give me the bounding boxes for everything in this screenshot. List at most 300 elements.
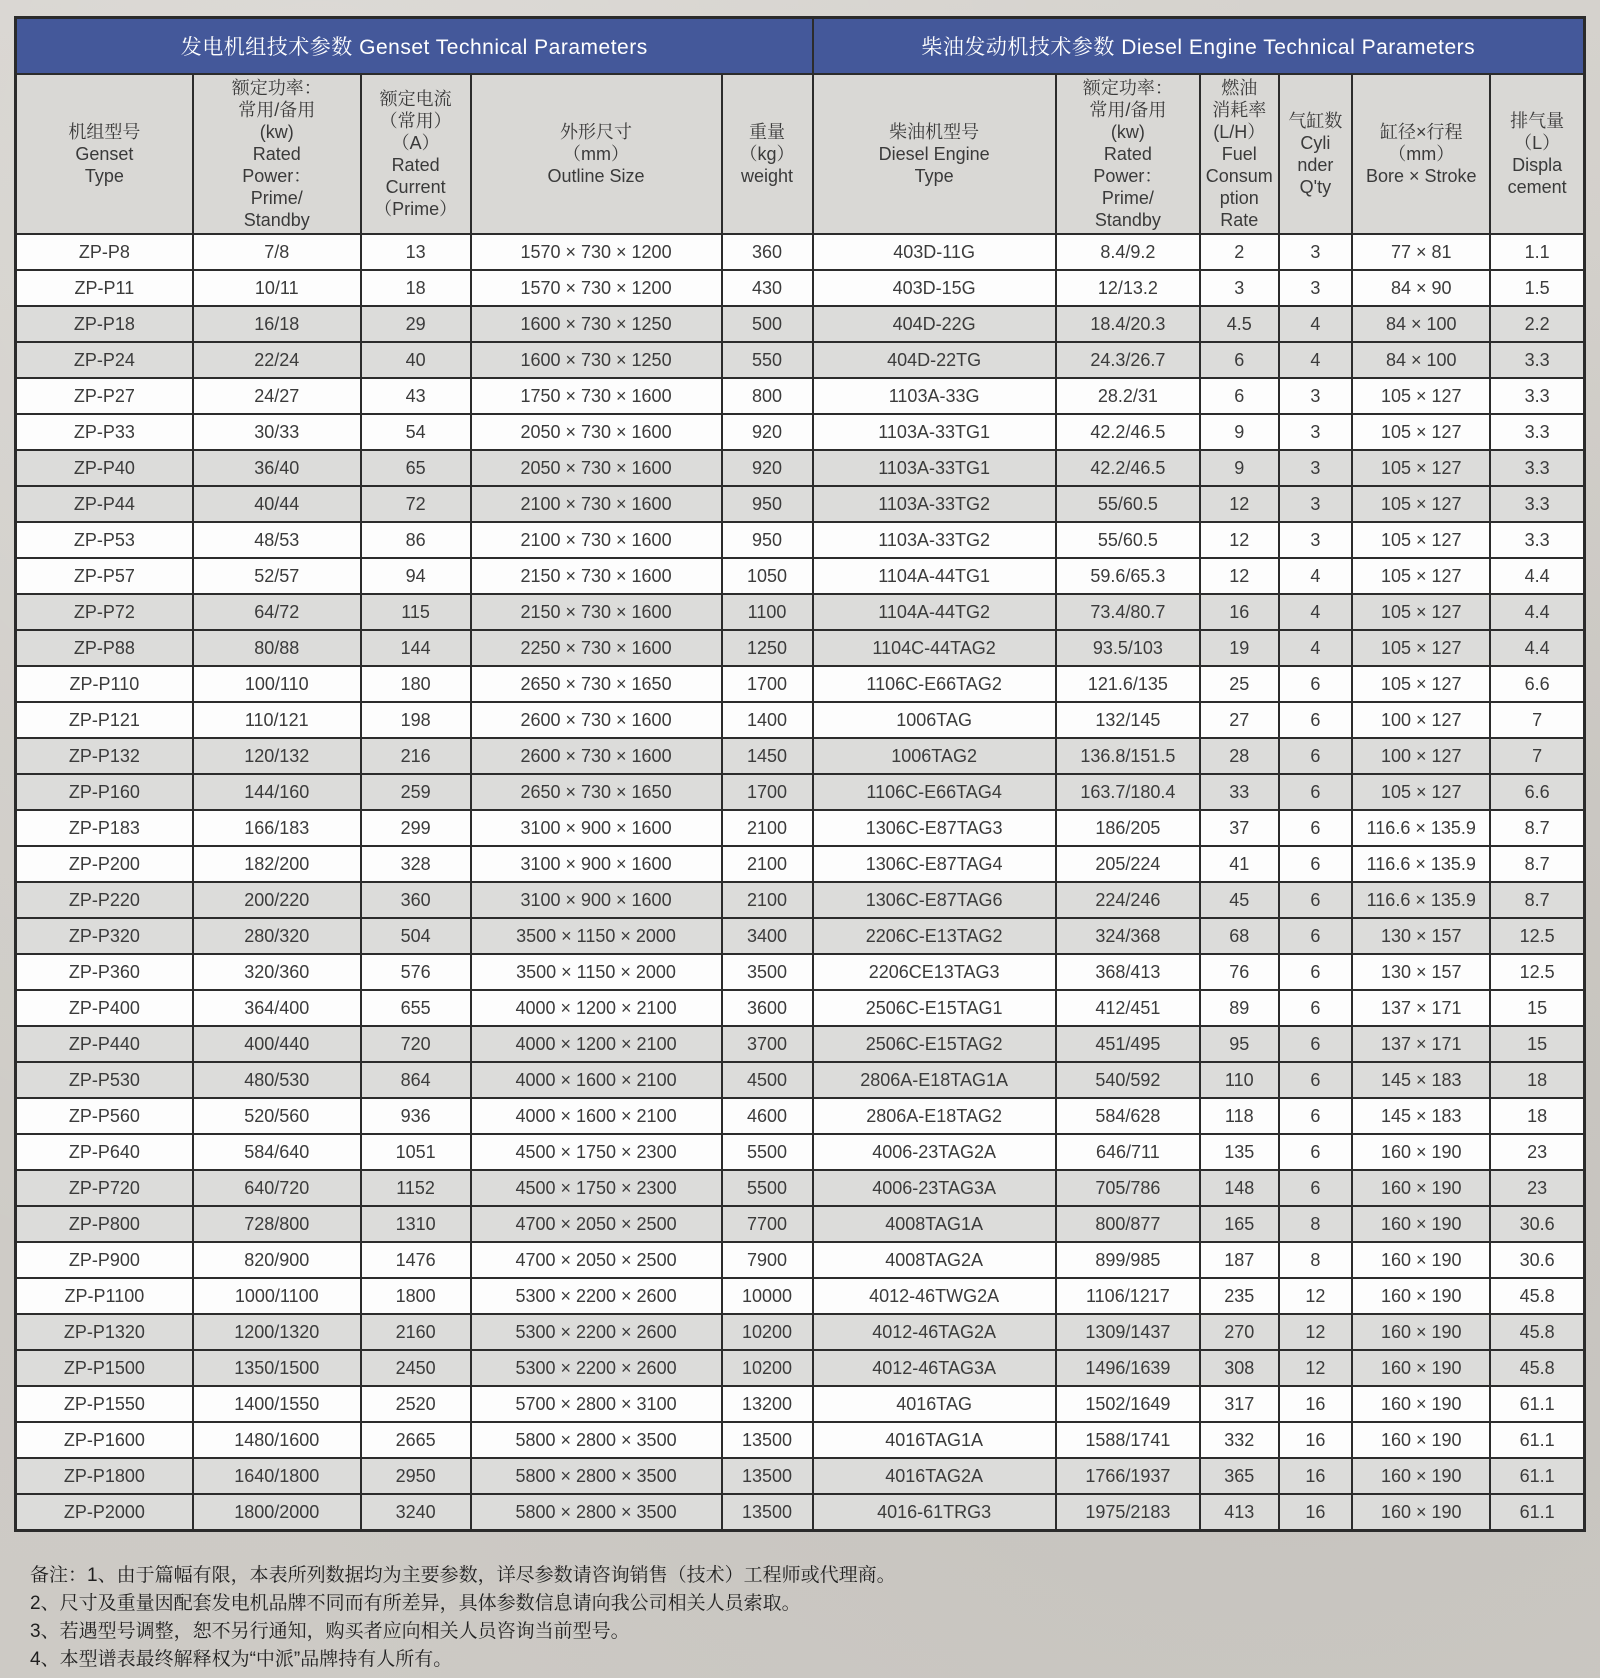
table-row	[16, 702, 1585, 738]
bore-stroke-cell: 160 × 190	[1352, 1458, 1490, 1494]
table-row	[16, 1314, 1585, 1350]
rated-current-cell: 29	[361, 306, 471, 342]
genset-type-cell: ZP-P132	[16, 738, 193, 774]
genset-rated-power-cell: 364/400	[193, 990, 361, 1026]
genset-type-cell: ZP-P1800	[16, 1458, 193, 1494]
column-header-genset-type	[16, 74, 193, 234]
group-header-row	[16, 18, 1585, 75]
engine-rated-power-cell: 121.6/135	[1056, 666, 1200, 702]
outline-size-cell: 3500 × 1150 × 2000	[471, 918, 722, 954]
column-header-line: 外形尺寸	[560, 122, 633, 142]
genset-type-cell: ZP-P121	[16, 702, 193, 738]
diesel-engine-type-cell: 1103A-33TG2	[813, 486, 1056, 522]
column-header-line: Power：	[1093, 166, 1163, 186]
bore-stroke-cell: 116.6 × 135.9	[1352, 810, 1490, 846]
note-line: 4、本型谱表最终解释权为“中派”品牌持有人所有。	[30, 1649, 453, 1670]
outline-size-cell: 2600 × 730 × 1600	[471, 702, 722, 738]
engine-rated-power-cell: 540/592	[1056, 1062, 1200, 1098]
engine-rated-power-cell: 1496/1639	[1056, 1350, 1200, 1386]
bore-stroke-cell: 77 × 81	[1352, 234, 1490, 270]
weight-cell: 13500	[722, 1422, 813, 1458]
rated-current-cell: 54	[361, 414, 471, 450]
genset-type-cell: ZP-P200	[16, 846, 193, 882]
table-row	[16, 918, 1585, 954]
fuel-consumption-cell: 270	[1200, 1314, 1278, 1350]
column-header-line: 消耗率	[1212, 100, 1267, 120]
fuel-consumption-cell: 110	[1200, 1062, 1278, 1098]
weight-cell: 2100	[722, 810, 813, 846]
fuel-consumption-cell: 45	[1200, 882, 1278, 918]
engine-rated-power-cell: 1588/1741	[1056, 1422, 1200, 1458]
outline-size-cell: 1600 × 730 × 1250	[471, 342, 722, 378]
genset-rated-power-cell: 400/440	[193, 1026, 361, 1062]
column-header-line: cement	[1507, 177, 1567, 197]
weight-cell: 1400	[722, 702, 813, 738]
table-row	[16, 666, 1585, 702]
column-header-line: weight	[741, 166, 794, 186]
displacement-cell: 61.1	[1490, 1386, 1584, 1422]
outline-size-cell: 2650 × 730 × 1650	[471, 666, 722, 702]
column-header-line: Standby	[243, 210, 310, 230]
fuel-consumption-cell: 19	[1200, 630, 1278, 666]
displacement-cell: 3.3	[1490, 414, 1584, 450]
cylinder-qty-cell: 6	[1279, 1134, 1353, 1170]
genset-rated-power-cell: 1800/2000	[193, 1494, 361, 1531]
notes	[30, 1562, 1586, 1674]
weight-cell: 950	[722, 522, 813, 558]
bore-stroke-cell: 84 × 90	[1352, 270, 1490, 306]
displacement-cell: 12.5	[1490, 954, 1584, 990]
bore-stroke-cell: 105 × 127	[1352, 486, 1490, 522]
weight-cell: 7900	[722, 1242, 813, 1278]
bore-stroke-cell: 105 × 127	[1352, 378, 1490, 414]
rated-current-cell: 328	[361, 846, 471, 882]
fuel-consumption-cell: 2	[1200, 234, 1278, 270]
column-header-line: Rated	[252, 144, 301, 164]
cylinder-qty-cell: 3	[1279, 234, 1353, 270]
outline-size-cell: 4000 × 1600 × 2100	[471, 1098, 722, 1134]
genset-rated-power-cell: 48/53	[193, 522, 361, 558]
diesel-engine-type-cell: 1006TAG	[813, 702, 1056, 738]
fuel-consumption-cell: 12	[1200, 558, 1278, 594]
column-header-line: Diesel Engine	[878, 144, 990, 164]
column-header-bore-stroke	[1352, 74, 1490, 234]
note-line: 2、尺寸及重量因配套发电机品牌不同而有所差异，具体参数信息请向我公司相关人员索取。	[30, 1593, 801, 1614]
genset-type-cell: ZP-P40	[16, 450, 193, 486]
column-header-line: (kw)	[259, 122, 294, 142]
genset-rated-power-cell: 10/11	[193, 270, 361, 306]
column-header-line: （常用）	[379, 111, 452, 131]
displacement-cell: 30.6	[1490, 1242, 1584, 1278]
column-header-cylinder-qty	[1279, 74, 1353, 234]
engine-rated-power-cell: 1106/1217	[1056, 1278, 1200, 1314]
cylinder-qty-cell: 12	[1279, 1314, 1353, 1350]
fuel-consumption-cell: 16	[1200, 594, 1278, 630]
cylinder-qty-cell: 3	[1279, 486, 1353, 522]
column-header-line: Type	[914, 166, 954, 186]
displacement-cell: 45.8	[1490, 1314, 1584, 1350]
fuel-consumption-cell: 25	[1200, 666, 1278, 702]
rated-current-cell: 198	[361, 702, 471, 738]
column-header-line: Bore × Stroke	[1365, 166, 1477, 186]
outline-size-cell: 2150 × 730 × 1600	[471, 594, 722, 630]
rated-current-cell: 18	[361, 270, 471, 306]
rated-current-cell: 1152	[361, 1170, 471, 1206]
outline-size-cell: 2050 × 730 × 1600	[471, 450, 722, 486]
rated-current-cell: 2160	[361, 1314, 471, 1350]
genset-rated-power-cell: 280/320	[193, 918, 361, 954]
weight-cell: 5500	[722, 1170, 813, 1206]
diesel-engine-type-cell: 4008TAG1A	[813, 1206, 1056, 1242]
rated-current-cell: 2450	[361, 1350, 471, 1386]
genset-type-cell: ZP-P800	[16, 1206, 193, 1242]
outline-size-cell: 1570 × 730 × 1200	[471, 270, 722, 306]
column-header-line: 柴油机型号	[889, 122, 980, 142]
displacement-cell: 4.4	[1490, 594, 1584, 630]
fuel-consumption-cell: 12	[1200, 486, 1278, 522]
rated-current-cell: 180	[361, 666, 471, 702]
column-header-line: Outline Size	[547, 166, 645, 186]
outline-size-cell: 1600 × 730 × 1250	[471, 306, 722, 342]
fuel-consumption-cell: 118	[1200, 1098, 1278, 1134]
weight-cell: 1250	[722, 630, 813, 666]
outline-size-cell: 2250 × 730 × 1600	[471, 630, 722, 666]
table-row	[16, 1458, 1585, 1494]
weight-cell: 5500	[722, 1134, 813, 1170]
bore-stroke-cell: 105 × 127	[1352, 522, 1490, 558]
engine-rated-power-cell: 55/60.5	[1056, 522, 1200, 558]
table-row	[16, 1170, 1585, 1206]
engine-rated-power-cell: 42.2/46.5	[1056, 414, 1200, 450]
outline-size-cell: 5800 × 2800 × 3500	[471, 1458, 722, 1494]
genset-type-cell: ZP-P44	[16, 486, 193, 522]
table-row	[16, 774, 1585, 810]
diesel-engine-type-cell: 1106C-E66TAG2	[813, 666, 1056, 702]
genset-type-cell: ZP-P530	[16, 1062, 193, 1098]
diesel-engine-type-cell: 2506C-E15TAG2	[813, 1026, 1056, 1062]
bore-stroke-cell: 160 × 190	[1352, 1170, 1490, 1206]
weight-cell: 950	[722, 486, 813, 522]
rated-current-cell: 259	[361, 774, 471, 810]
weight-cell: 500	[722, 306, 813, 342]
genset-rated-power-cell: 520/560	[193, 1098, 361, 1134]
engine-rated-power-cell: 132/145	[1056, 702, 1200, 738]
genset-type-cell: ZP-P72	[16, 594, 193, 630]
cylinder-qty-cell: 4	[1279, 306, 1353, 342]
cylinder-qty-cell: 16	[1279, 1422, 1353, 1458]
displacement-cell: 8.7	[1490, 810, 1584, 846]
genset-type-cell: ZP-P220	[16, 882, 193, 918]
bore-stroke-cell: 116.6 × 135.9	[1352, 846, 1490, 882]
rated-current-cell: 1051	[361, 1134, 471, 1170]
outline-size-cell: 4500 × 1750 × 2300	[471, 1134, 722, 1170]
bore-stroke-cell: 160 × 190	[1352, 1494, 1490, 1531]
engine-rated-power-cell: 12/13.2	[1056, 270, 1200, 306]
column-header-genset-rated-power	[193, 74, 361, 234]
column-header-line: Consum	[1205, 166, 1273, 186]
diesel-engine-type-cell: 404D-22TG	[813, 342, 1056, 378]
table-row	[16, 558, 1585, 594]
bore-stroke-cell: 160 × 190	[1352, 1350, 1490, 1386]
outline-size-cell: 4700 × 2050 × 2500	[471, 1242, 722, 1278]
bore-stroke-cell: 145 × 183	[1352, 1062, 1490, 1098]
table-row	[16, 1026, 1585, 1062]
genset-rated-power-cell: 30/33	[193, 414, 361, 450]
genset-rated-power-cell: 166/183	[193, 810, 361, 846]
outline-size-cell: 4000 × 1200 × 2100	[471, 1026, 722, 1062]
engine-rated-power-cell: 163.7/180.4	[1056, 774, 1200, 810]
table-row	[16, 810, 1585, 846]
genset-rated-power-cell: 52/57	[193, 558, 361, 594]
displacement-cell: 7	[1490, 702, 1584, 738]
diesel-engine-type-cell: 2806A-E18TAG1A	[813, 1062, 1056, 1098]
genset-rated-power-cell: 7/8	[193, 234, 361, 270]
engine-rated-power-cell: 1309/1437	[1056, 1314, 1200, 1350]
table-row	[16, 594, 1585, 630]
genset-rated-power-cell: 1350/1500	[193, 1350, 361, 1386]
diesel-engine-type-cell: 1306C-E87TAG4	[813, 846, 1056, 882]
column-header-line: Fuel	[1221, 144, 1257, 164]
diesel-engine-type-cell: 2506C-E15TAG1	[813, 990, 1056, 1026]
displacement-cell: 12.5	[1490, 918, 1584, 954]
fuel-consumption-cell: 6	[1200, 378, 1278, 414]
bore-stroke-cell: 105 × 127	[1352, 666, 1490, 702]
outline-size-cell: 4700 × 2050 × 2500	[471, 1206, 722, 1242]
bore-stroke-cell: 116.6 × 135.9	[1352, 882, 1490, 918]
fuel-consumption-cell: 4.5	[1200, 306, 1278, 342]
genset-rated-power-cell: 22/24	[193, 342, 361, 378]
rated-current-cell: 144	[361, 630, 471, 666]
weight-cell: 13500	[722, 1494, 813, 1531]
bore-stroke-cell: 160 × 190	[1352, 1386, 1490, 1422]
cylinder-qty-cell: 6	[1279, 918, 1353, 954]
bore-stroke-cell: 84 × 100	[1352, 342, 1490, 378]
cylinder-qty-cell: 6	[1279, 954, 1353, 990]
engine-rated-power-cell: 646/711	[1056, 1134, 1200, 1170]
cylinder-qty-cell: 6	[1279, 990, 1353, 1026]
diesel-engine-type-cell: 1103A-33TG2	[813, 522, 1056, 558]
cylinder-qty-cell: 6	[1279, 702, 1353, 738]
fuel-consumption-cell: 148	[1200, 1170, 1278, 1206]
table-row	[16, 234, 1585, 270]
cylinder-qty-cell: 8	[1279, 1242, 1353, 1278]
column-header-line: 重量	[749, 122, 786, 142]
bore-stroke-cell: 145 × 183	[1352, 1098, 1490, 1134]
weight-cell: 3600	[722, 990, 813, 1026]
table-row	[16, 1062, 1585, 1098]
displacement-cell: 45.8	[1490, 1350, 1584, 1386]
diesel-engine-type-cell: 1106C-E66TAG4	[813, 774, 1056, 810]
weight-cell: 4500	[722, 1062, 813, 1098]
rated-current-cell: 2950	[361, 1458, 471, 1494]
diesel-engine-type-cell: 2206C-E13TAG2	[813, 918, 1056, 954]
genset-rated-power-cell: 1400/1550	[193, 1386, 361, 1422]
engine-rated-power-cell: 451/495	[1056, 1026, 1200, 1062]
note-line: 3、若遇型号调整，恕不另行通知，购买者应向相关人员咨询当前型号。	[30, 1621, 630, 1642]
fuel-consumption-cell: 33	[1200, 774, 1278, 810]
bore-stroke-cell: 160 × 190	[1352, 1206, 1490, 1242]
diesel-engine-type-cell: 4006-23TAG3A	[813, 1170, 1056, 1206]
diesel-engine-type-cell: 4012-46TWG2A	[813, 1278, 1056, 1314]
column-header-line: Standby	[1094, 210, 1161, 230]
displacement-cell: 8.7	[1490, 846, 1584, 882]
bore-stroke-cell: 105 × 127	[1352, 558, 1490, 594]
column-header-line: 机组型号	[68, 122, 141, 142]
rated-current-cell: 13	[361, 234, 471, 270]
genset-rated-power-cell: 40/44	[193, 486, 361, 522]
column-header-weight	[722, 74, 813, 234]
outline-size-cell: 3100 × 900 × 1600	[471, 810, 722, 846]
fuel-consumption-cell: 76	[1200, 954, 1278, 990]
genset-type-cell: ZP-P24	[16, 342, 193, 378]
displacement-cell: 18	[1490, 1098, 1584, 1134]
genset-type-cell: ZP-P320	[16, 918, 193, 954]
diesel-engine-type-cell: 1103A-33TG1	[813, 450, 1056, 486]
outline-size-cell: 2100 × 730 × 1600	[471, 522, 722, 558]
fuel-consumption-cell: 365	[1200, 1458, 1278, 1494]
displacement-cell: 7	[1490, 738, 1584, 774]
displacement-cell: 23	[1490, 1134, 1584, 1170]
column-header-line: Prime/	[1101, 188, 1154, 208]
fuel-consumption-cell: 12	[1200, 522, 1278, 558]
outline-size-cell: 2600 × 730 × 1600	[471, 738, 722, 774]
rated-current-cell: 720	[361, 1026, 471, 1062]
rated-current-cell: 360	[361, 882, 471, 918]
rated-current-cell: 936	[361, 1098, 471, 1134]
engine-rated-power-cell: 324/368	[1056, 918, 1200, 954]
cylinder-qty-cell: 16	[1279, 1386, 1353, 1422]
bore-stroke-cell: 160 × 190	[1352, 1278, 1490, 1314]
weight-cell: 3400	[722, 918, 813, 954]
bore-stroke-cell: 84 × 100	[1352, 306, 1490, 342]
column-header-line: （kg）	[739, 144, 795, 164]
displacement-cell: 61.1	[1490, 1494, 1584, 1531]
table-body	[16, 234, 1585, 1531]
column-header-line: Displa	[1512, 155, 1563, 175]
rated-current-cell: 65	[361, 450, 471, 486]
diesel-engine-type-cell: 4016TAG2A	[813, 1458, 1056, 1494]
column-header-line: （mm）	[563, 144, 630, 164]
engine-rated-power-cell: 42.2/46.5	[1056, 450, 1200, 486]
column-header-line: 缸径×行程	[1380, 122, 1463, 142]
cylinder-qty-cell: 3	[1279, 378, 1353, 414]
column-header-displacement	[1490, 74, 1584, 234]
genset-type-cell: ZP-P53	[16, 522, 193, 558]
cylinder-qty-cell: 6	[1279, 882, 1353, 918]
weight-cell: 1100	[722, 594, 813, 630]
displacement-cell: 3.3	[1490, 342, 1584, 378]
genset-rated-power-cell: 182/200	[193, 846, 361, 882]
genset-type-cell: ZP-P27	[16, 378, 193, 414]
table-row	[16, 882, 1585, 918]
bore-stroke-cell: 160 × 190	[1352, 1242, 1490, 1278]
table-row	[16, 1242, 1585, 1278]
cylinder-qty-cell: 6	[1279, 738, 1353, 774]
displacement-cell: 1.1	[1490, 234, 1584, 270]
outline-size-cell: 5300 × 2200 × 2600	[471, 1350, 722, 1386]
cylinder-qty-cell: 6	[1279, 666, 1353, 702]
table-row	[16, 1350, 1585, 1386]
genset-rated-power-cell: 320/360	[193, 954, 361, 990]
rated-current-cell: 2665	[361, 1422, 471, 1458]
rated-current-cell: 40	[361, 342, 471, 378]
weight-cell: 2100	[722, 882, 813, 918]
table-head	[16, 18, 1585, 235]
weight-cell: 13200	[722, 1386, 813, 1422]
bore-stroke-cell: 105 × 127	[1352, 774, 1490, 810]
engine-rated-power-cell: 28.2/31	[1056, 378, 1200, 414]
weight-cell: 430	[722, 270, 813, 306]
column-header-line: (L/H）	[1213, 122, 1266, 142]
weight-cell: 920	[722, 414, 813, 450]
column-header-fuel-consumption	[1200, 74, 1278, 234]
genset-rated-power-cell: 120/132	[193, 738, 361, 774]
column-header-line: Power：	[242, 166, 312, 186]
genset-type-cell: ZP-P1600	[16, 1422, 193, 1458]
fuel-consumption-cell: 89	[1200, 990, 1278, 1026]
outline-size-cell: 4000 × 1200 × 2100	[471, 990, 722, 1026]
column-header-line: Rate	[1220, 210, 1259, 230]
cylinder-qty-cell: 6	[1279, 1026, 1353, 1062]
bore-stroke-cell: 100 × 127	[1352, 738, 1490, 774]
group-header-genset: 发电机组技术参数 Genset Technical Parameters	[16, 18, 813, 75]
weight-cell: 3500	[722, 954, 813, 990]
engine-rated-power-cell: 412/451	[1056, 990, 1200, 1026]
weight-cell: 10200	[722, 1350, 813, 1386]
outline-size-cell: 3100 × 900 × 1600	[471, 882, 722, 918]
table-row	[16, 342, 1585, 378]
rated-current-cell: 576	[361, 954, 471, 990]
outline-size-cell: 2650 × 730 × 1650	[471, 774, 722, 810]
diesel-engine-type-cell: 1104A-44TG1	[813, 558, 1056, 594]
genset-rated-power-cell: 110/121	[193, 702, 361, 738]
genset-type-cell: ZP-P110	[16, 666, 193, 702]
outline-size-cell: 2100 × 730 × 1600	[471, 486, 722, 522]
engine-rated-power-cell: 368/413	[1056, 954, 1200, 990]
table-row	[16, 378, 1585, 414]
rated-current-cell: 86	[361, 522, 471, 558]
cylinder-qty-cell: 6	[1279, 846, 1353, 882]
genset-type-cell: ZP-P1550	[16, 1386, 193, 1422]
column-header-line: （L）	[1514, 133, 1561, 153]
table-row	[16, 522, 1585, 558]
column-header-line: 排气量	[1510, 111, 1565, 131]
column-header-line: （mm）	[1388, 144, 1455, 164]
genset-rated-power-cell: 1640/1800	[193, 1458, 361, 1494]
engine-rated-power-cell: 59.6/65.3	[1056, 558, 1200, 594]
engine-rated-power-cell: 24.3/26.7	[1056, 342, 1200, 378]
diesel-engine-type-cell: 2206CE13TAG3	[813, 954, 1056, 990]
engine-rated-power-cell: 136.8/151.5	[1056, 738, 1200, 774]
genset-type-cell: ZP-P400	[16, 990, 193, 1026]
weight-cell: 10200	[722, 1314, 813, 1350]
bore-stroke-cell: 160 × 190	[1352, 1422, 1490, 1458]
fuel-consumption-cell: 6	[1200, 342, 1278, 378]
column-header-line: 常用/备用	[1089, 100, 1167, 120]
column-header-line: (kw)	[1110, 122, 1145, 142]
weight-cell: 1050	[722, 558, 813, 594]
genset-type-cell: ZP-P360	[16, 954, 193, 990]
outline-size-cell: 5800 × 2800 × 3500	[471, 1494, 722, 1531]
cylinder-qty-cell: 8	[1279, 1206, 1353, 1242]
bore-stroke-cell: 160 × 190	[1352, 1134, 1490, 1170]
weight-cell: 4600	[722, 1098, 813, 1134]
engine-rated-power-cell: 186/205	[1056, 810, 1200, 846]
genset-type-cell: ZP-P88	[16, 630, 193, 666]
genset-type-cell: ZP-P560	[16, 1098, 193, 1134]
weight-cell: 360	[722, 234, 813, 270]
fuel-consumption-cell: 235	[1200, 1278, 1278, 1314]
